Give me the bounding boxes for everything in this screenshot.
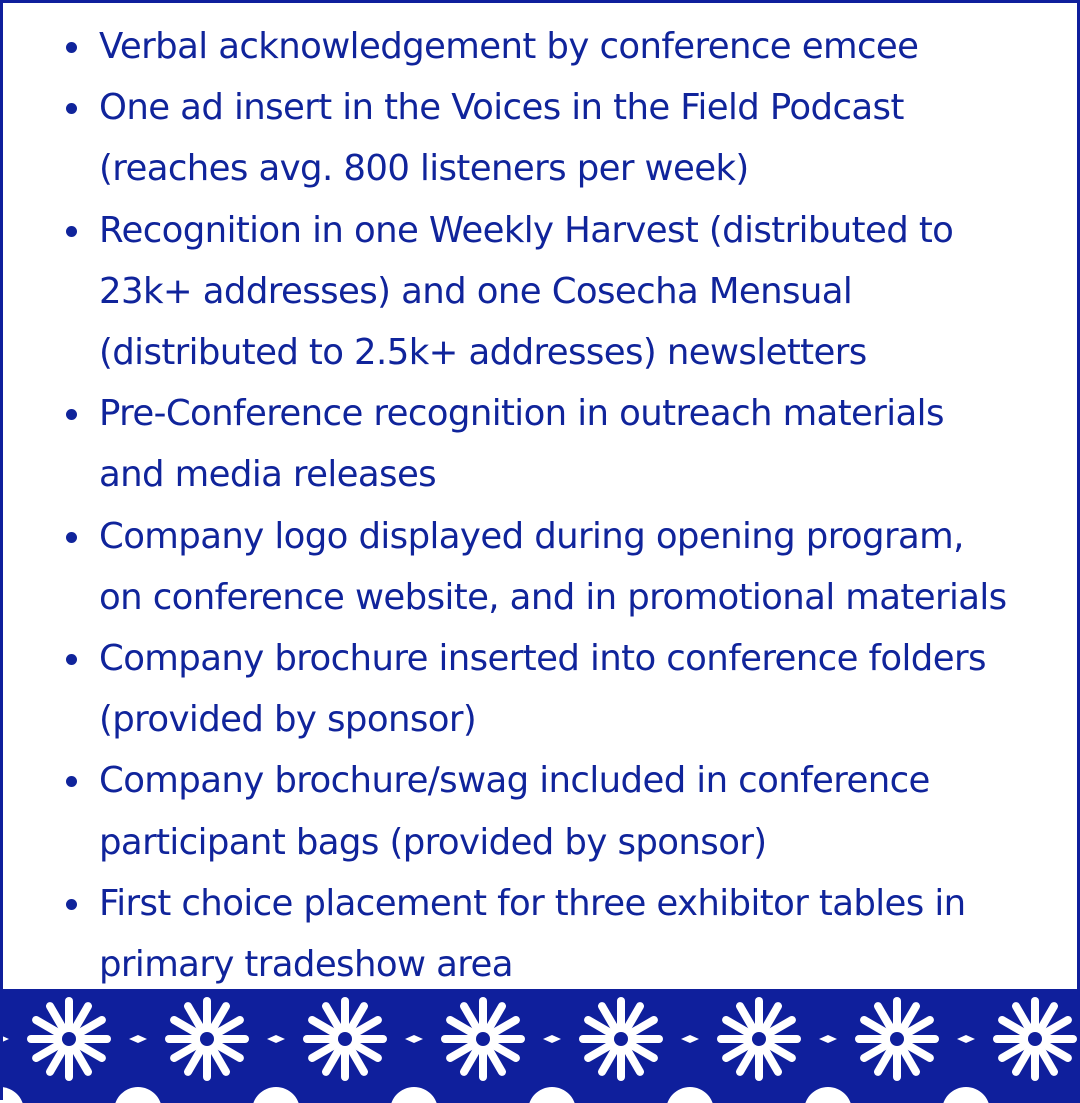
benefit-item bbox=[3, 873, 1080, 995]
bullet-icon bbox=[66, 103, 77, 114]
benefit-line: on conference website, and in promotional materials bbox=[99, 576, 1007, 618]
bullet-icon bbox=[66, 226, 77, 237]
benefit-line: Verbal acknowledgement by conference emcee bbox=[99, 26, 919, 67]
benefit-line: First choice placement for three exhibitor tables in bbox=[99, 882, 966, 924]
benefits-list bbox=[3, 16, 1080, 995]
bullet-icon bbox=[66, 776, 77, 787]
bullet-icon bbox=[66, 42, 77, 53]
benefit-item bbox=[3, 77, 1080, 199]
benefit-line: Company brochure/swag included in conference bbox=[99, 760, 930, 802]
papel-picado-border bbox=[3, 989, 1080, 1103]
bullet-icon bbox=[66, 409, 77, 420]
benefit-item bbox=[3, 16, 1080, 77]
benefit-line: Company logo displayed during opening program, bbox=[99, 515, 964, 557]
benefit-item bbox=[3, 506, 1080, 628]
benefit-line: (reaches avg. 800 listeners per week) bbox=[99, 148, 749, 190]
benefit-line: and media releases bbox=[99, 454, 437, 496]
benefit-item bbox=[3, 628, 1080, 750]
benefit-line: One ad insert in the Voices in the Field Podcast bbox=[99, 87, 904, 129]
benefit-line: (distributed to 2.5k+ addresses) newsletters bbox=[99, 332, 867, 374]
benefit-line: 23k+ addresses) and one Cosecha Mensual bbox=[99, 270, 853, 312]
bullet-icon bbox=[66, 899, 77, 910]
benefit-line: (provided by sponsor) bbox=[99, 699, 477, 741]
benefit-line: Recognition in one Weekly Harvest (distributed to bbox=[99, 209, 954, 251]
bullet-icon bbox=[66, 532, 77, 543]
bullet-icon bbox=[66, 654, 77, 665]
benefit-item bbox=[3, 383, 1080, 505]
benefit-item bbox=[3, 200, 1080, 384]
benefit-line: Pre-Conference recognition in outreach materials bbox=[99, 393, 944, 435]
benefit-item bbox=[3, 750, 1080, 872]
benefit-line: Company brochure inserted into conference folders bbox=[99, 638, 986, 680]
benefit-line: primary tradeshow area bbox=[99, 944, 513, 986]
benefit-line: participant bags (provided by sponsor) bbox=[99, 821, 767, 863]
